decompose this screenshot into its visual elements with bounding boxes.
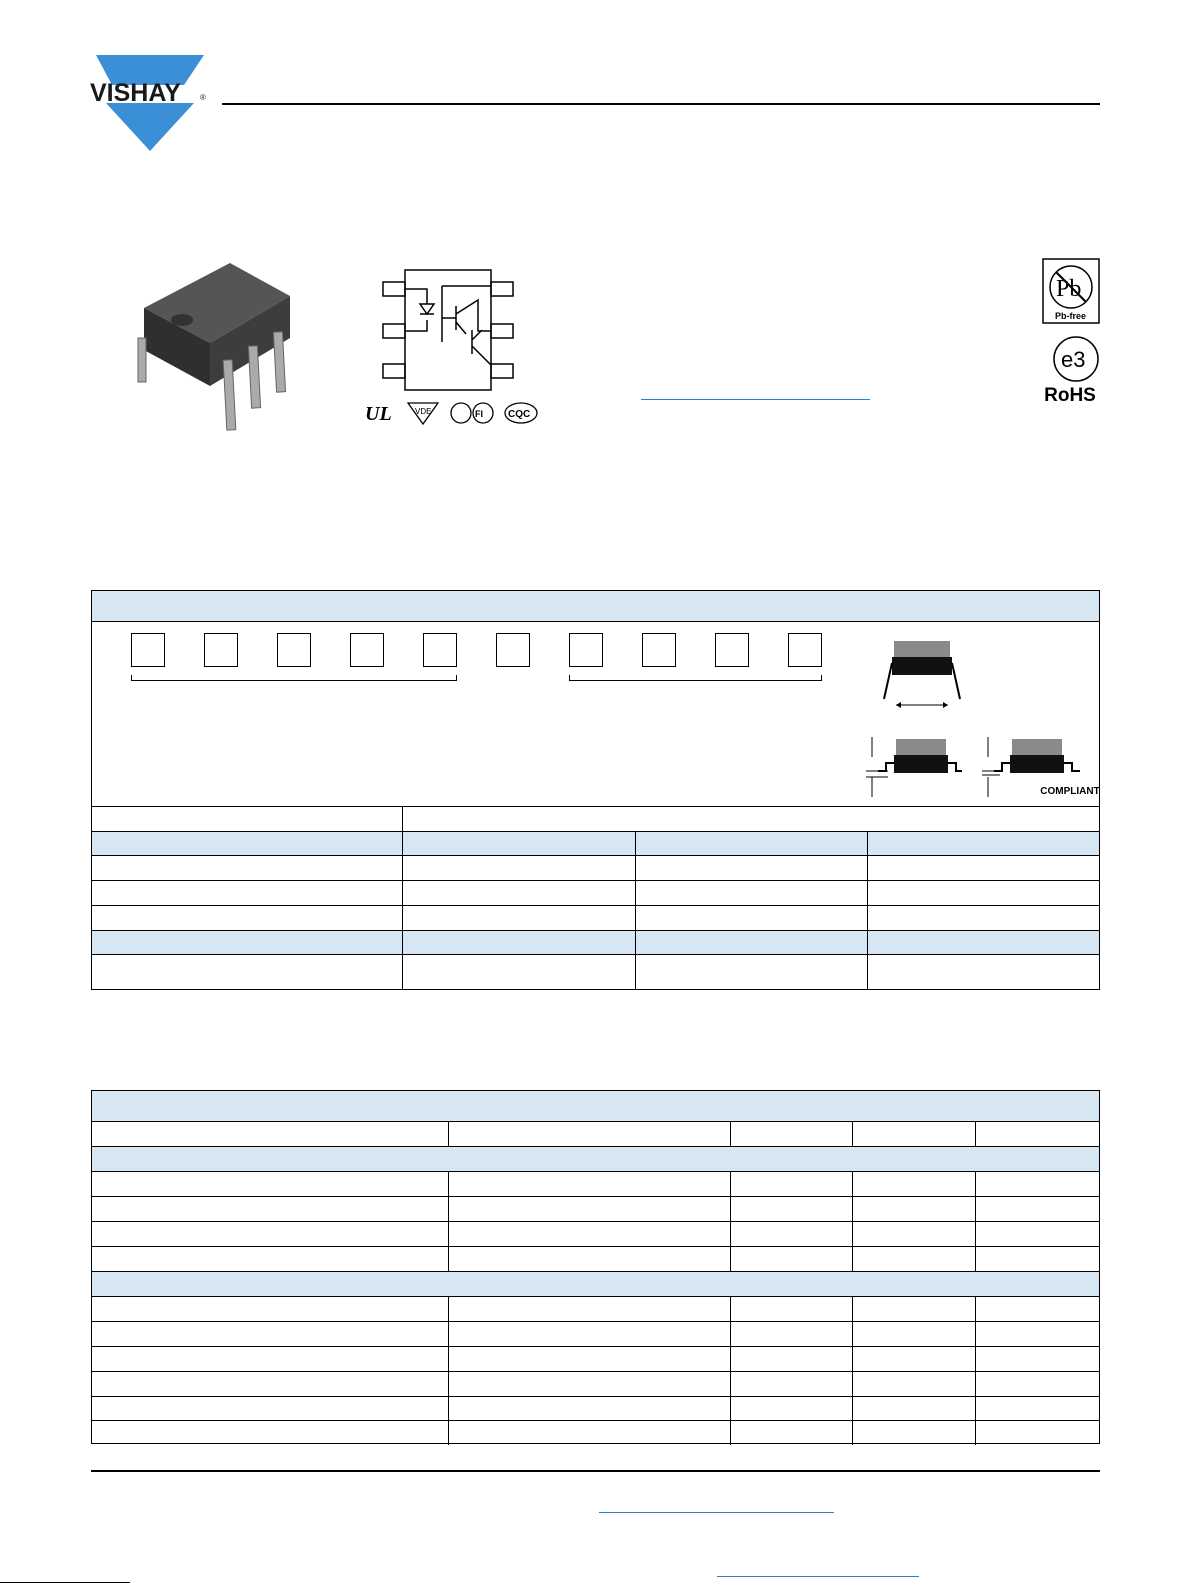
pb-free-badge <box>1042 258 1100 324</box>
code-box <box>350 633 384 667</box>
ordering-table-header <box>92 591 1099 622</box>
dip6-package-image <box>130 258 300 438</box>
smd-option-drawing-2 <box>980 737 1084 799</box>
vishay-logo <box>88 55 210 151</box>
option-brace <box>569 675 822 681</box>
dip-option-drawing <box>882 635 962 713</box>
code-box <box>496 633 530 667</box>
code-box <box>277 633 311 667</box>
page-bottom-line <box>0 1582 130 1583</box>
cert-fimko-text: FI <box>475 409 483 419</box>
certification-marks <box>363 400 541 426</box>
pin-schematic <box>380 268 520 394</box>
code-box <box>131 633 165 667</box>
rohs-title: RoHS <box>1044 385 1096 406</box>
smd-option-drawing-1 <box>862 737 962 799</box>
e3-badge <box>1052 335 1100 383</box>
cert-cqc-text: CQC <box>508 409 531 420</box>
part-number-brace <box>131 675 457 681</box>
code-box <box>569 633 603 667</box>
code-box <box>715 633 749 667</box>
pb-free-label: Pb-free <box>1055 311 1087 321</box>
code-box <box>423 633 457 667</box>
pb-symbol: Pb <box>1056 276 1082 302</box>
footer-hyperlink-underline-1[interactable] <box>599 1512 834 1513</box>
ratings-table <box>91 1090 1100 1444</box>
cert-ul-text: UL <box>365 403 392 425</box>
e3-label: e3 <box>1061 347 1086 372</box>
ordering-info-table <box>91 590 1100 990</box>
ratings-table-header <box>92 1091 1099 1122</box>
header-rule <box>222 103 1100 105</box>
code-box <box>642 633 676 667</box>
cert-vde-text: VDE <box>415 407 432 416</box>
code-box <box>204 633 238 667</box>
brand-name: VISHAY <box>90 79 181 107</box>
footer-hyperlink-underline-2[interactable] <box>717 1576 919 1577</box>
rohs-subtitle: COMPLIANT <box>1040 786 1100 797</box>
code-box <box>788 633 822 667</box>
footer-rule <box>91 1470 1100 1472</box>
registered-mark: ® <box>200 93 206 102</box>
hyperlink-underline-top[interactable] <box>641 399 870 400</box>
